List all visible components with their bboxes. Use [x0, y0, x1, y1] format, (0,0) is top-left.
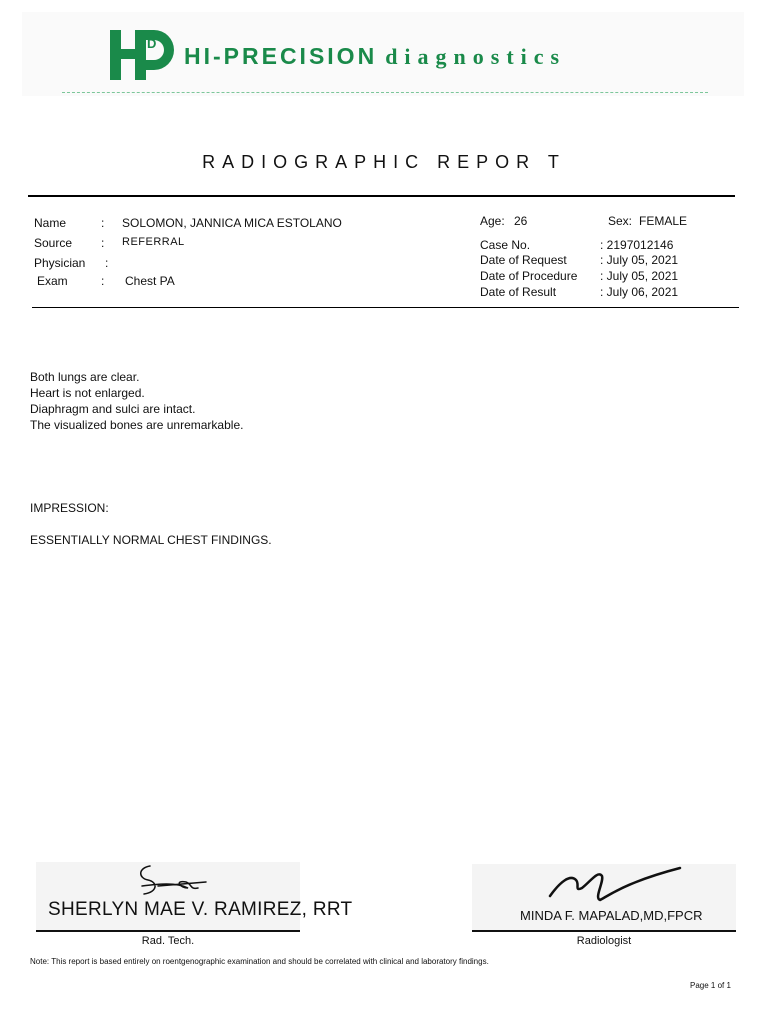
patient-sex: FEMALE — [639, 214, 688, 228]
brand-main: HI-PRECISION — [184, 43, 378, 69]
physician-sep: : — [105, 256, 109, 270]
footer-note: Note: This report is based entirely on roentgenographic examination and should be correlated with clinical and laboratory findings. — [30, 957, 489, 966]
tech-signature-rule — [36, 930, 300, 932]
procedure-label: Date of Procedure — [480, 269, 578, 283]
tech-role: Rad. Tech. — [141, 935, 195, 947]
radiologist-signature-icon — [546, 862, 686, 906]
patient-age: 26 — [514, 214, 528, 228]
finding-line: Diaphragm and sulci are intact. — [30, 402, 196, 416]
name-sep: : — [101, 216, 105, 230]
source-label: Source — [34, 236, 73, 250]
finding-line: The visualized bones are unremarkable. — [30, 418, 244, 432]
case-label: Case No. — [480, 238, 531, 252]
procedure-date: : July 05, 2021 — [600, 269, 679, 283]
info-rule — [32, 307, 739, 308]
impression-label: IMPRESSION: — [30, 501, 109, 515]
result-label: Date of Result — [480, 285, 557, 299]
radiologist-role: Radiologist — [576, 935, 632, 947]
exam-sep: : — [101, 274, 105, 288]
name-label: Name — [34, 216, 67, 230]
tech-signature-icon — [128, 862, 218, 902]
patient-name: SOLOMON, JANNICA MICA ESTOLANO — [122, 216, 342, 230]
impression-text: ESSENTIALLY NORMAL CHEST FINDINGS. — [30, 533, 272, 547]
svg-text:D: D — [147, 36, 157, 51]
brand-sub: diagnostics — [385, 44, 567, 69]
findings — [30, 369, 243, 433]
tech-name: SHERLYN MAE V. RAMIREZ, RRT — [48, 899, 353, 920]
sex-label: Sex: — [608, 214, 633, 228]
hd-logo — [110, 30, 174, 80]
exam-label: Exam — [37, 274, 68, 288]
age-label: Age: — [480, 214, 505, 228]
source-sep: : — [101, 236, 105, 250]
radiologist-signature-rule — [472, 930, 736, 932]
top-rule — [28, 195, 735, 197]
header-divider — [62, 92, 708, 93]
report-title: RADIOGRAPHIC REPOR T — [202, 152, 566, 172]
finding-line: Heart is not enlarged. — [30, 386, 145, 400]
result-date: : July 06, 2021 — [600, 285, 679, 299]
page-number: Page 1 of 1 — [690, 981, 731, 990]
radiologist-name: MINDA F. MAPALAD,MD,FPCR — [520, 908, 703, 923]
patient-source: REFERRAL — [122, 236, 185, 248]
request-label: Date of Request — [480, 253, 567, 267]
brand-name — [184, 43, 566, 70]
patient-exam: Chest PA — [125, 274, 175, 288]
request-date: : July 05, 2021 — [600, 253, 679, 267]
physician-label: Physician — [34, 256, 86, 270]
finding-line: Both lungs are clear. — [30, 370, 140, 384]
case-number: : 2197012146 — [600, 238, 674, 252]
